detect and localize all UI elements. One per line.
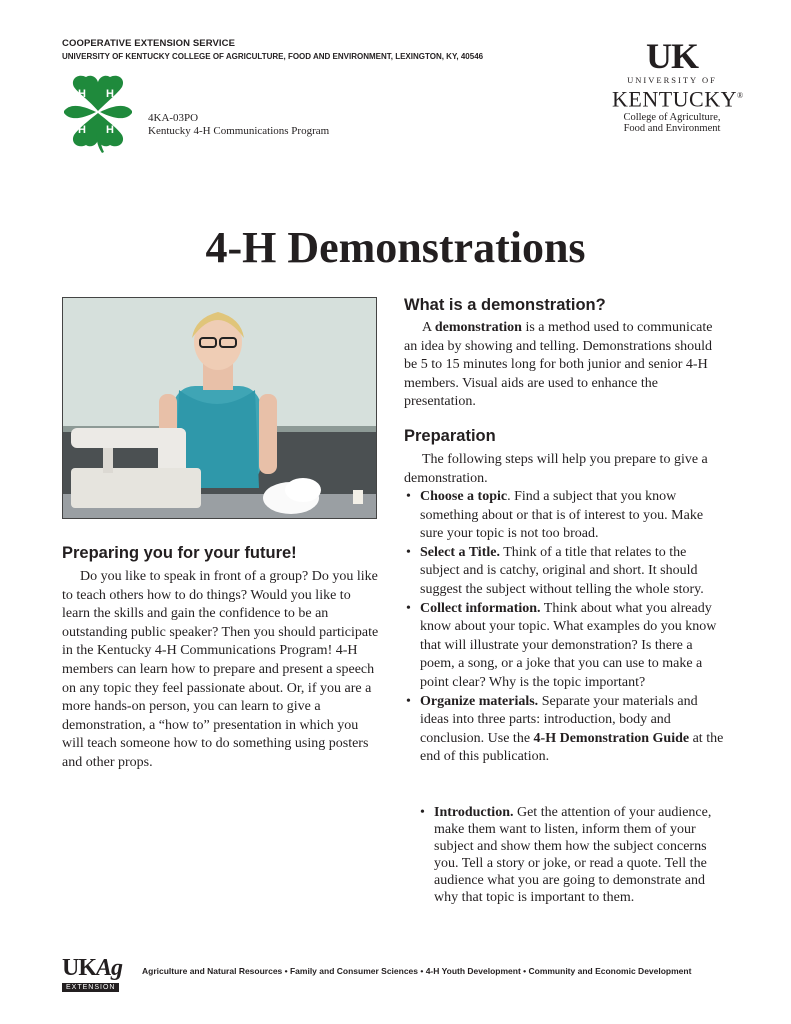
photo-girl-sewing-machine <box>62 297 377 519</box>
uk-mark: UK <box>646 36 698 76</box>
intro-paragraph: Do you like to speak in front of a group? Do you like to teach others how to do things? Would you like to learn the skills and gain the confidence to be an outstanding public speaker? Then you should participate in the Kentucky 4-H Communications Program! 4-H members can learn how to prepare and present a speech on any topic they feel passionate about. Or, if you are a more hands-on person, you can learn to give a demonstration, a “how to” presentation in which you will teach someone how to do something using posters and other props. <box>62 569 379 770</box>
list-item: • Introduction. Get the attention of your audience, make them want to listen, inform them of your subject and show them how the subject concerns you. Tell a story or joke, or read a quote. Tell the audience what you are going to demonstrate and why that topic is important to them. <box>420 805 712 905</box>
heading-preparation: Preparation <box>404 427 496 445</box>
uk-college-line-1: College of Agriculture, <box>623 112 721 124</box>
heading-what-is-demonstration: What is a demonstration? <box>404 296 606 314</box>
page-title: 4-H Demonstrations <box>205 223 586 272</box>
publication-code: 4KA-03PO <box>148 112 199 124</box>
list-item: • Organize materials. Separate your materials and ideas into three parts: introduction, body and conclusion. Use the 4-H Demonstration Guide at the end of this publication. <box>406 693 724 765</box>
definition-paragraph: A demonstration is a method used to communicate an idea by showing and telling. Demonstrations should be 5 to 15 minutes long for both junior and senior 4-H members. Visual aids are used to enhance the presentation. <box>404 320 713 410</box>
organize-substeps-list <box>404 804 726 906</box>
ukag-extension-logo: UKAg EXTENSION <box>62 955 123 991</box>
svg-text:H: H <box>78 124 86 136</box>
uk-university-label: UNIVERSITY OF <box>627 75 717 85</box>
list-item: • Select a Title. Think of a title that relates to the subject and is catchy, original and short. It should suggest the subject without telling the whole story. <box>406 544 704 597</box>
heading-preparing-future: Preparing you for your future! <box>62 544 297 562</box>
4h-clover-logo <box>60 73 136 153</box>
header-college-line: UNIVERSITY OF KENTUCKY COLLEGE OF AGRICULTURE, FOOD AND ENVIRONMENT, LEXINGTON, KY, 40546 <box>62 52 484 61</box>
svg-text:H: H <box>106 88 114 100</box>
preparation-intro: The following steps will help you prepare to give a demonstration. <box>404 452 708 486</box>
preparation-steps-list <box>404 488 726 767</box>
svg-text:H: H <box>106 124 114 136</box>
uk-logo <box>612 36 744 135</box>
list-item: • Collect information. Think about what you already know about your topic. What examples do you know that will illustrate your demonstration? Is there a poem, a song, or a joke that you can use to make a point clear? Why is the topic important? <box>406 600 717 690</box>
footer-programs: Agriculture and Natural Resources • Family and Consumer Sciences • 4-H Youth Development • Community and Economic Development <box>142 966 692 976</box>
list-item: • Choose a topic. Find a subject that you know something about or that is of interest to you. Make sure your topic is not too broad. <box>406 489 704 542</box>
uk-kentucky-label: KENTUCKY® <box>612 86 744 112</box>
header-service: COOPERATIVE EXTENSION SERVICE <box>62 38 236 49</box>
svg-text:H: H <box>78 88 86 100</box>
program-name: Kentucky 4-H Communications Program <box>148 125 330 137</box>
uk-college-line-2: Food and Environment <box>623 123 721 135</box>
